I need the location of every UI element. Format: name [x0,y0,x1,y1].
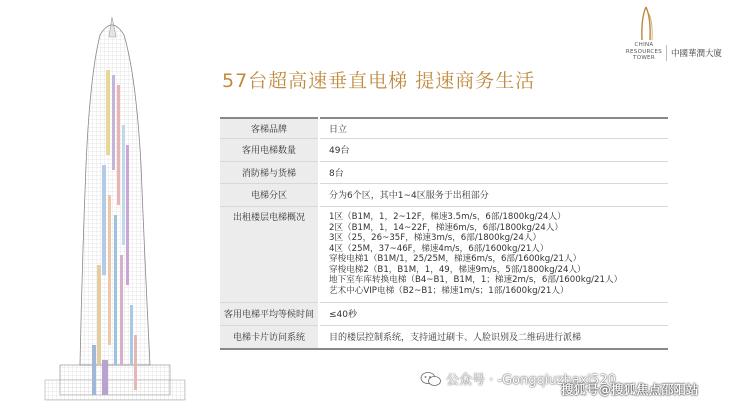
tower-logo-icon [632,6,660,42]
logo-en-line2: RESOURCES [625,48,663,55]
row-key: 客用电梯数量 [220,138,319,161]
row-key: 出租楼层电梯概况 [220,206,319,302]
table-row [220,302,668,325]
row-value: 日立 [319,118,668,138]
detail-line: 3区（25，26~35F，梯速3m/s，6部/1800kg/24人） [329,233,542,243]
detail-line: 穿梭电梯2（B1，B1M，1，49，梯速9m/s，5部/1800kg/24人） [329,264,586,275]
sohu-watermark: 搜狐号@搜狐焦点邵阳站 [561,382,699,397]
row-value: 分为6个区，其中1~4区服务于出租部分 [319,183,668,206]
tower-illustration [40,15,215,405]
row-key: 消防梯与货梯 [220,161,319,183]
row-value: 目的楼层控制系统，支持通过刷卡、人脸识别及二维码进行派梯 [319,325,668,349]
table-row [220,138,668,161]
logo-english [624,42,664,62]
logo-divider [666,45,667,61]
detail-line: 穿梭电梯1（B1M/1，25/25M，梯速6m/s，6部/1600kg/21人） [329,254,582,264]
logo-en-line3: TOWER [633,55,655,61]
elevator-spec-table [220,117,668,350]
detail-line: 1区（B1M，1，2~12F，梯速3.5m/s，6部/1800kg/24人） [329,212,566,222]
wechat-icon [420,371,442,387]
row-key: 客梯品牌 [220,118,319,138]
detail-line: 2区（B1M，1，14~22F，梯速6m/s，6部/1800kg/24人） [329,222,563,233]
row-value-lines [319,206,668,302]
table-row [220,118,668,138]
logo-chinese: 中國華潤大廈 [671,49,723,59]
detail-line: 艺术中心VIP电梯（B2~B1；梯速1m/s；1部/1600kg/21人） [329,285,569,296]
china-resources-tower-logo [624,6,734,66]
detail-line: 地下室车库转换电梯（B4~B1，B1M，1；梯速2m/s，6部/1600kg/21人） [329,275,623,285]
row-key: 客用电梯平均等候时间 [220,302,319,325]
watermark-text: 公众号 · -Gongqiuzhaxi520 [446,373,616,388]
row-value: 49台 [319,138,668,161]
table-row [220,325,668,349]
row-value: ≤40秒 [319,302,668,325]
detail-line: 4区（25M，37~46F，梯速4m/s，6部/1600kg/21人） [329,243,549,254]
row-value: 8台 [319,161,668,183]
table-row [220,206,668,302]
logo-en-line1: CHINA [634,42,654,48]
page-title: 57台超高速垂直电梯 提速商务生活 [222,70,536,92]
table-row [220,183,668,206]
row-key: 电梯卡片访问系统 [220,325,319,349]
row-key: 电梯分区 [220,183,319,206]
table-row [220,161,668,183]
